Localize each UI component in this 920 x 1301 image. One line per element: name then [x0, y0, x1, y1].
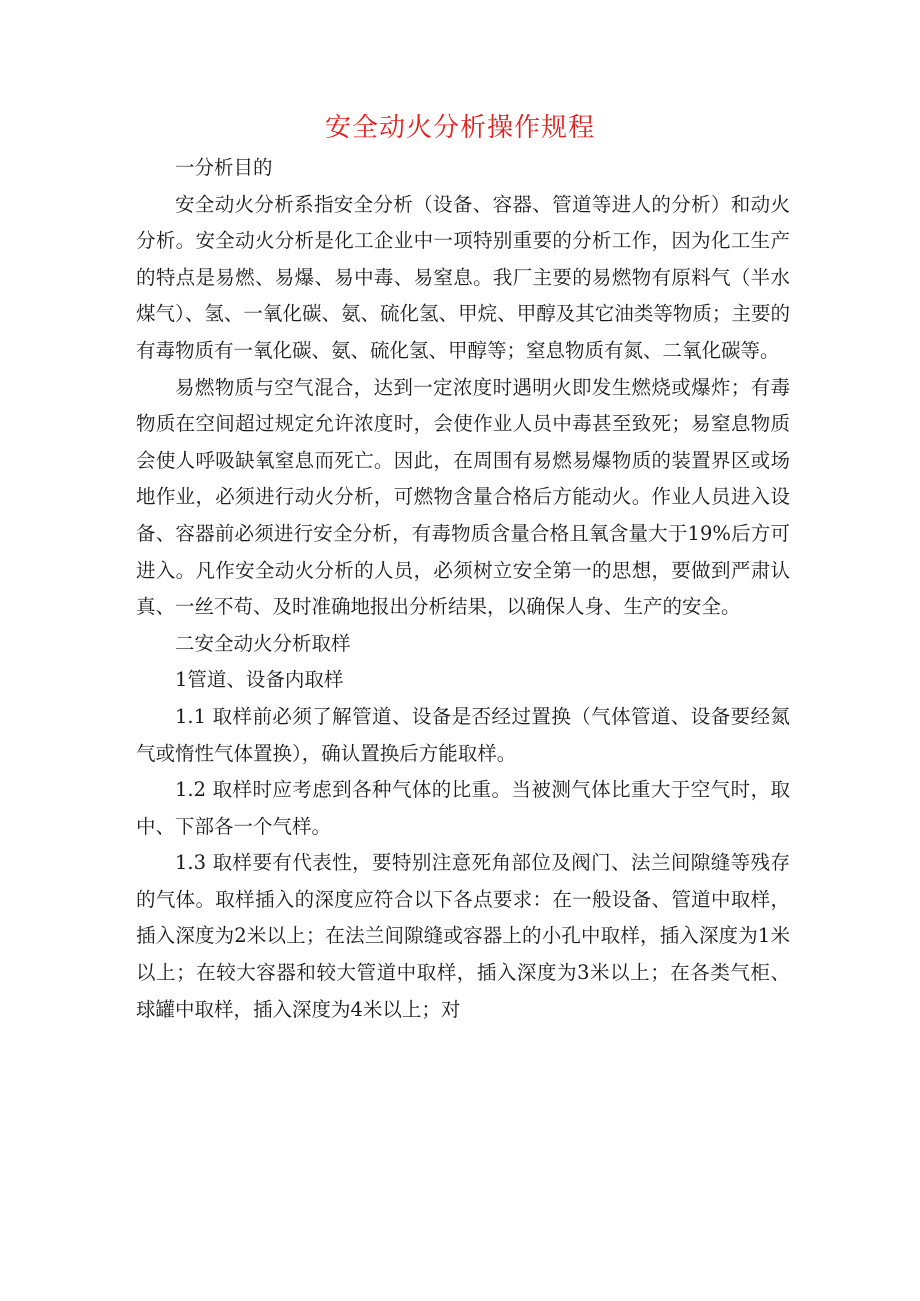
paragraph-hazards: 易燃物质与空气混合，达到一定浓度时遇明火即发生燃烧或爆炸；有毒物质在空间超过规定允许浓度时，会使作业人员中毒甚至致死；易窒息物质会使人呼吸缺氧窒息而死亡。因此，在周围有易燃易爆物质的装置界区或场地作业，必须进行动火分析，可燃物含量合格后方能动火。作业人员进入设备、容器前必须进行安全分析，有毒物质含量合格且氧含量大于19%后方可进入。凡作安全动火分析的人员，必须树立安全第一的思想，要做到严肃认真、一丝不苟、及时准确地报出分析结果，以确保人身、生产的安全。 [136, 375, 790, 619]
section-heading-sampling: 二安全动火分析取样 [175, 631, 351, 655]
document-body [136, 150, 790, 1028]
document-title: 安全动火分析操作规程 [324, 113, 595, 143]
clause-1-1: 1.1 取样前必须了解管道、设备是否经过置换（气体管道、设备要经氮气或惰性气体置换），确认置换后方能取样。 [136, 704, 790, 765]
section-heading-purpose: 一分析目的 [175, 156, 273, 179]
paragraph-definition: 安全动火分析系指安全分析（设备、容器、管道等进人的分析）和动火分析。安全动火分析是化工企业中一项特别重要的分析工作，因为化工生产的特点是易燃、易爆、易中毒、易窒息。我厂主要的易燃物有原料气（半水煤气）、氢、一氧化碳、氨、硫化氢、甲烷、甲醇及其它油类等物质；主要的有毒物质有一氧化碳、氨、硫化氢、甲醇等；窒息物质有氮、二氧化碳等。 [136, 192, 790, 362]
clause-1-3: 1.3 取样要有代表性，要特别注意死角部位及阀门、法兰间隙缝等残存的气体。取样插入的深度应符合以下各点要求：在一般设备、管道中取样，插入深度为2米以上；在法兰间隙缝或容器上的小孔中取样，插入深度为1米以上；在较大容器和较大管道中取样，插入深度为3米以上；在各类气柜、球罐中取样，插入深度为4米以上；对 [136, 851, 790, 1021]
subsection-heading-pipe-sampling: 1管道、设备内取样 [175, 668, 344, 692]
clause-1-2: 1.2 取样时应考虑到各种气体的比重。当被测气体比重大于空气时，取中、下部各一个气样。 [136, 778, 790, 838]
